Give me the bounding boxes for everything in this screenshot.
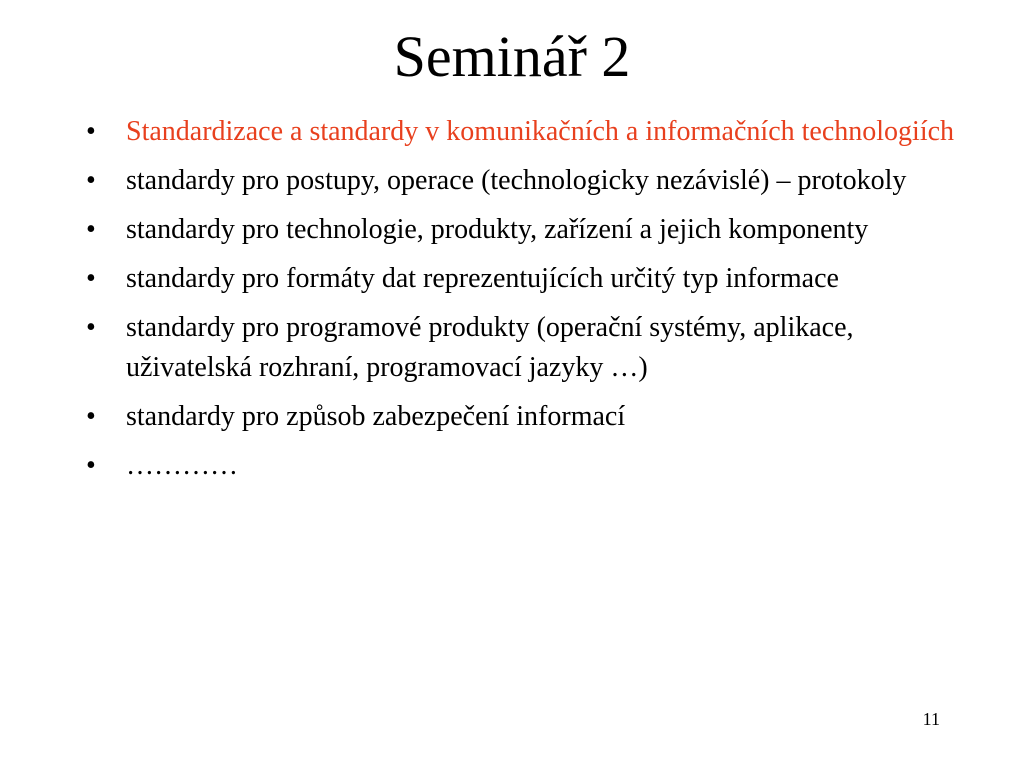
bullet-icon: • (86, 214, 96, 245)
bullet-item-1 (86, 112, 956, 152)
bullet-icon: • (86, 312, 96, 343)
bullet-icon: • (86, 165, 96, 196)
bullet-item-4 (86, 259, 956, 299)
bullet-icon: • (86, 116, 96, 147)
bullet-item-7 (86, 446, 956, 486)
bullet-list (86, 112, 956, 495)
bullet-text: standardy pro formáty dat reprezentujících určitý typ informace (126, 263, 839, 294)
bullet-text: ………… (126, 450, 238, 481)
bullet-item-2 (86, 161, 956, 201)
bullet-text: standardy pro programové produkty (operační systémy, aplikace, uživatelská rozhraní, programovací jazyky …) (126, 312, 854, 383)
bullet-text: Standardizace a standardy v komunikačních a informačních technologiích (126, 116, 955, 147)
bullet-icon: • (86, 450, 96, 481)
bullet-item-3 (86, 210, 956, 250)
bullet-icon: • (86, 401, 96, 432)
bullet-text: standardy pro technologie, produkty, zařízení a jejich komponenty (126, 214, 869, 245)
bullet-text: standardy pro způsob zabezpečení informací (126, 401, 626, 432)
bullet-icon: • (86, 263, 96, 294)
bullet-text: standardy pro postupy, operace (technologicky nezávislé) – protokoly (126, 165, 907, 196)
bullet-item-5 (86, 308, 956, 388)
bullet-item-6 (86, 397, 956, 437)
slide-title: Seminář 2 (393, 24, 631, 89)
page-number: 11 (922, 709, 940, 729)
